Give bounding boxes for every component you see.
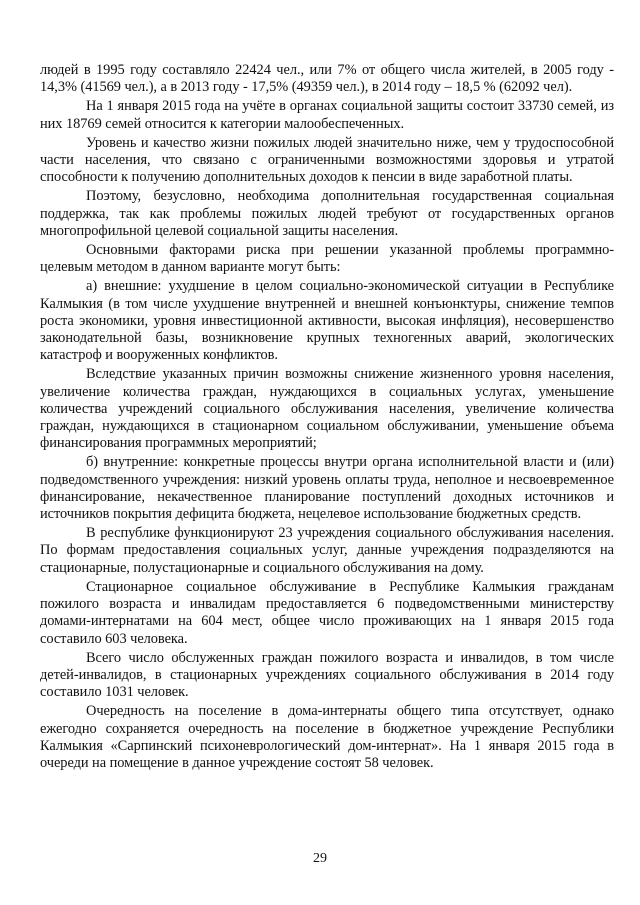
paragraph: людей в 1995 году составляло 22424 чел., или 7% от общего числа жителей, в 2005 году - 14,3% (41569 чел.), а в 2013 году - 17,5% (49359 чел.), в 2014 году – 18,5 % (62092 чел).	[40, 62, 614, 96]
paragraph: Очередность на поселение в дома-интернаты общего типа отсутствует, однако ежегодно сохраняется очередность на поселение в бюджетное учреждение Республики Калмыкия «Сарпинский психоневрологический дом-интернат». На 1 января 2015 года в очереди на помещение в данное учреждение состоят 58 человек.	[40, 703, 614, 771]
paragraph: б) внутренние: конкретные процессы внутри органа исполнительной власти и (или) подведомственного учреждения: низкий уровень оплаты труда, неполное и несвоевременное финансирование, некачественное планирование поступлений доходных источников и источников покрытия дефицита бюджета, нецелевое использование бюджетных средств.	[40, 454, 614, 523]
paragraph: В республике функционируют 23 учреждения социального обслуживания населения. По формам предоставления социальных услуг, данные учреждения подразделяются на стационарные, полустационарные и социального обслуживания на дому.	[40, 525, 614, 576]
paragraph: На 1 января 2015 года на учёте в органах социальной защиты состоит 33730 семей, из них 18769 семей относится к категории малообеспеченных.	[40, 98, 614, 132]
paragraph: Основными факторами риска при решении указанной проблемы программно-целевым методом в данном варианте могут быть:	[40, 242, 614, 276]
paragraph: Вследствие указанных причин возможны снижение жизненного уровня населения, увеличение количества граждан, нуждающихся в социальных услугах, уменьшение количества учреждений социального обслуживания населения, увеличение количества граждан, нуждающихся в стационарном социальном обслуживании, уменьшение объема финансирования программных мероприятий;	[40, 366, 614, 452]
paragraph: а) внешние: ухудшение в целом социально-экономической ситуации в Республике Калмыкия (в том числе ухудшение внутренней и внешней конъюнктуры, снижение темпов роста экономики, уровня инвестиционной активности, высокая инфляция), несовершенство законодательной базы, возникновение крупных техногенных аварий, экологических катастроф и вооруженных конфликтов.	[40, 278, 614, 364]
page-number: 29	[313, 851, 327, 866]
paragraph: Поэтому, безусловно, необходима дополнительная государственная социальная поддержка, так как проблемы пожилых людей требуют от государственных органов многопрофильной целевой социальной защиты населения.	[40, 188, 614, 239]
paragraph: Всего число обслуженных граждан пожилого возраста и инвалидов, в том числе детей-инвалидов, в стационарных учреждениях социального обслуживания в 2014 году составило 1031 человек.	[40, 649, 614, 701]
paragraph: Стационарное социальное обслуживание в Республике Калмыкия гражданам пожилого возраста и инвалидам предоставляется 6 подведомственными министерству домами-интернатами на 604 мест, общее число проживающих на 1 января 2015 года составило 603 человека.	[40, 578, 614, 647]
paragraph: Уровень и качество жизни пожилых людей значительно ниже, чем у трудоспособной части населения, что связано с ограниченными возможностями здоровья и утратой способности к получению дополнительных доходов к пенсии в виде заработной платы.	[40, 134, 614, 186]
